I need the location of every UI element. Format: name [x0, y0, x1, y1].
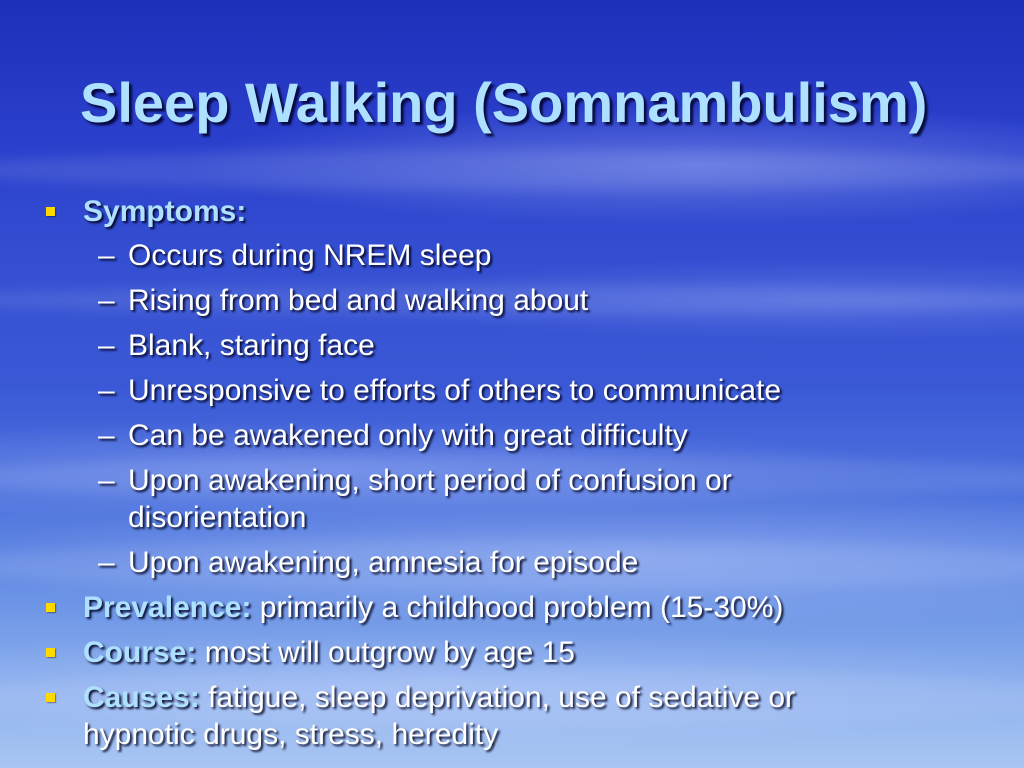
square-bullet-icon: [46, 693, 55, 702]
symptom-item: Blank, staring face: [128, 329, 375, 362]
dash-bullet-icon: –: [98, 419, 115, 452]
square-bullet-icon: [46, 603, 55, 612]
symptom-item: Occurs during NREM sleep: [128, 239, 492, 272]
bullet-course: [83, 634, 575, 671]
dash-bullet-icon: –: [98, 546, 115, 579]
symptom-item: Rising from bed and walking about: [128, 284, 589, 317]
symptom-item: Upon awakening, amnesia for episode: [128, 546, 639, 579]
symptom-item-continuation: disorientation: [128, 501, 307, 534]
square-bullet-icon: [46, 207, 55, 216]
slide-title: Sleep Walking (Somnambulism): [80, 71, 928, 134]
symptom-item: Can be awakened only with great difficulty: [128, 419, 688, 452]
square-bullet-icon: [46, 648, 55, 657]
course-text: most will outgrow by age 15: [204, 636, 575, 669]
bullet-symptoms: [83, 193, 246, 230]
prevalence-text: primarily a childhood problem (15-30%): [259, 591, 784, 624]
dash-bullet-icon: –: [98, 374, 115, 407]
background-streak: [0, 150, 1024, 190]
prevalence-label: Prevalence:: [83, 591, 252, 624]
symptoms-label: Symptoms:: [83, 195, 247, 228]
dash-bullet-icon: –: [98, 464, 115, 497]
causes-label: Causes:: [83, 681, 200, 714]
causes-text-line1: fatigue, sleep deprivation, use of sedative or: [208, 681, 796, 714]
causes-text-line2: hypnotic drugs, stress, heredity: [83, 718, 499, 751]
bullet-causes: [83, 679, 795, 716]
dash-bullet-icon: –: [98, 239, 115, 272]
dash-bullet-icon: –: [98, 329, 115, 362]
bullet-prevalence: [83, 589, 783, 626]
symptom-item: Upon awakening, short period of confusion or: [128, 464, 732, 497]
dash-bullet-icon: –: [98, 284, 115, 317]
symptom-item: Unresponsive to efforts of others to communicate: [128, 374, 782, 407]
course-label: Course:: [83, 636, 197, 669]
